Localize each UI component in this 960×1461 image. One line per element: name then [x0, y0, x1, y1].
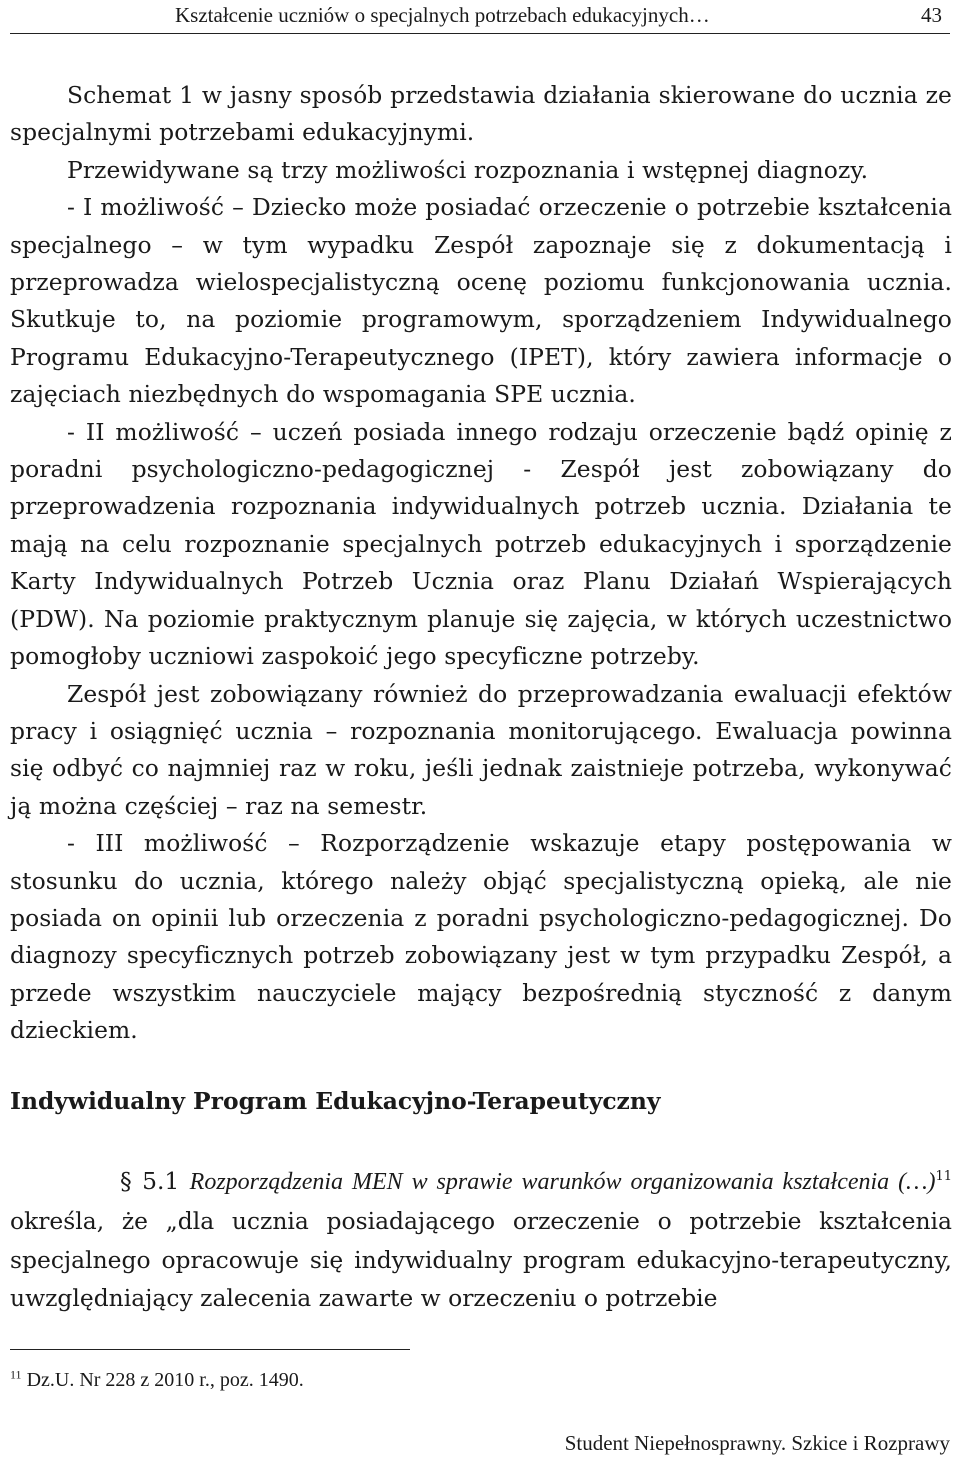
- footnote-number: 11: [10, 1367, 22, 1382]
- body-text: [10, 77, 952, 1050]
- footnote-ref: 11: [935, 1169, 952, 1185]
- paragraph-schemat: Schemat 1 w jasny sposób przedstawia działania skierowane do ucznia ze specjalnymi potrzebami edukacyjnymi.: [10, 81, 952, 147]
- section-heading: Indywidualny Program Edukacyjno-Terapeutyczny: [10, 1087, 661, 1115]
- section-body: [10, 1162, 952, 1318]
- paragraph-option-3: - III możliwość – Rozporządzenie wskazuje etapy postępowania w stosunku do ucznia, którego należy objąć specjalistyczną opieką, ale nie posiada on opinii lub orzeczenia z poradni psychologiczno-pedagogicznej. Do diagnozy specyficznych potrzeb zobowiązany jest w tym przypadku Zespół, a przede wszystkim nauczyciele mający bezpośrednią styczność z danym dzieckiem.: [10, 829, 952, 1045]
- regulation-title: Rozporządzenia MEN w sprawie warunków organizowania kształcenia (…): [189, 1169, 936, 1195]
- paragraph-intro: Przewidywane są trzy możliwości rozpoznania i wstępnej diagnozy.: [67, 155, 869, 184]
- paragraph-option-2: - II możliwość – uczeń posiada innego rodzaju orzeczenie bądź opinię z poradni psychologiczno-pedagogicznej - Zespół jest zobowiązany do przeprowadzenia rozpoznania indywidualnych potrzeb ucznia. Działania te mają na celu rozpoznanie specjalnych potrzeb edukacyjnych i sporządzenie Karty Indywidualnych Potrzeb Ucznia oraz Planu Działań Wspierających (PDW). Na poziomie praktycznym planuje się zajęcia, w których uczestnictwo pomogłoby uczniowi zaspokoić jego specyficzne potrzeby.: [10, 417, 952, 671]
- paragraph-rest: określa, że „dla ucznia posiadającego orzeczenie o potrzebie kształcenia specjalnego opracowuje się indywidualny program edukacyjno-terapeutyczny, uwzględniający zalecenia zawarte w orzeczeniu o potrzebie: [10, 1206, 952, 1313]
- section-paragraph: [10, 1162, 952, 1318]
- paragraph-ref: § 5.1: [120, 1167, 190, 1195]
- paragraph-option-1: - I możliwość – Dziecko może posiadać orzeczenie o potrzebie kształcenia specjalnego – w tym wypadku Zespół zapoznaje się z dokumentacją i przeprowadza wielospecjalistyczną ocenę poziomu funkcjonowania ucznia. Skutkuje to, na poziomie programowym, sporządzeniem Indywidualnego Programu Edukacyjno-Terapeutycznego (IPET), który zawiera informacje o zajęciach niezbędnych do wspomagania SPE ucznia.: [10, 193, 952, 409]
- footnote: [10, 1369, 304, 1392]
- running-footer: Student Niepełnosprawny. Szkice i Rozprawy: [564, 1431, 950, 1455]
- page-number: 43: [921, 3, 942, 27]
- running-header: [10, 0, 950, 34]
- header-title: Kształcenie uczniów o specjalnych potrzebach edukacyjnych…: [175, 3, 710, 27]
- paragraph-evaluation: Zespół jest zobowiązany również do przeprowadzania ewaluacji efektów pracy i osiągnięć ucznia – rozpoznania monitorującego. Ewaluacja powinna się odbyć co najmniej raz w roku, jeśli jednak zaistnieje potrzeba, wykonywać ją można częściej – raz na semestr.: [10, 679, 952, 820]
- footnote-text: Dz.U. Nr 228 z 2010 r., poz. 1490.: [21, 1369, 304, 1391]
- footnote-divider: [10, 1349, 410, 1350]
